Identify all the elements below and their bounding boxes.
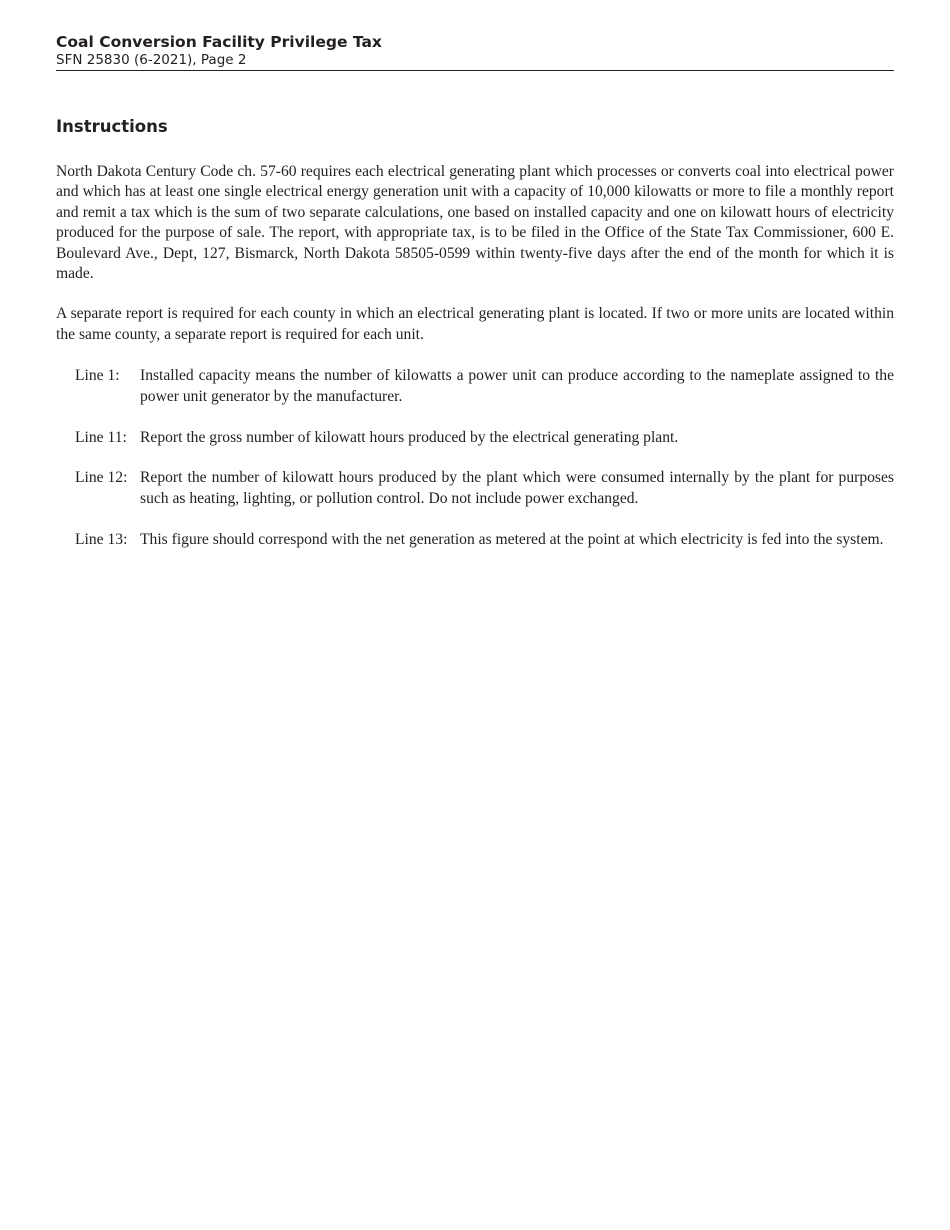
line-instruction-item — [75, 530, 894, 550]
line-instruction-item — [75, 428, 894, 448]
line-description: Report the gross number of kilowatt hours produced by the electrical generating plant. — [140, 428, 679, 446]
page-header — [56, 33, 894, 71]
instructions-paragraph-separate-report: A separate report is required for each county in which an electrical generating plant is located. If two or more units are located within the same county, a separate report is required for each unit. — [56, 305, 894, 343]
line-description: Report the number of kilowatt hours produced by the plant which were consumed internally by the plant for purposes such as heating, lighting, or pollution control. Do not include power exchanged. — [140, 469, 894, 507]
line-instruction-item — [75, 366, 894, 407]
instructions-paragraph-intro: North Dakota Century Code ch. 57-60 requires each electrical generating plant which processes or converts coal into electrical power and which has at least one single electrical energy generation unit with a capacity of 10,000 kilowatts or more to file a monthly report and remit a tax which is the sum of two separate calculations, one based on installed capacity and one on kilowatt hours of electricity produced for the purpose of sale. The report, with appropriate tax, is to be filed in the Office of the State Tax Commissioner, 600 E. Boulevard Ave., Dept, 127, Bismarck, North Dakota 58505-0599 within twenty-five days after the end of the month for which it is made. — [56, 163, 894, 283]
line-description: This figure should correspond with the net generation as metered at the point at which electricity is fed into the system. — [140, 530, 884, 548]
line-label: Line 11: — [75, 428, 127, 446]
line-label: Line 12: — [75, 469, 128, 487]
form-title: Coal Conversion Facility Privilege Tax — [56, 33, 382, 51]
document-page — [56, 0, 894, 571]
line-label: Line 13: — [75, 530, 128, 548]
line-description: Installed capacity means the number of kilowatts a power unit can produce according to the nameplate assigned to the power unit generator by the manufacturer. — [140, 367, 894, 405]
line-instructions-list — [56, 366, 894, 550]
line-label: Line 1: — [75, 367, 120, 385]
form-number-page: SFN 25830 (6-2021), Page 2 — [56, 52, 247, 68]
line-instruction-item — [75, 468, 894, 509]
instructions-heading: Instructions — [56, 117, 168, 136]
